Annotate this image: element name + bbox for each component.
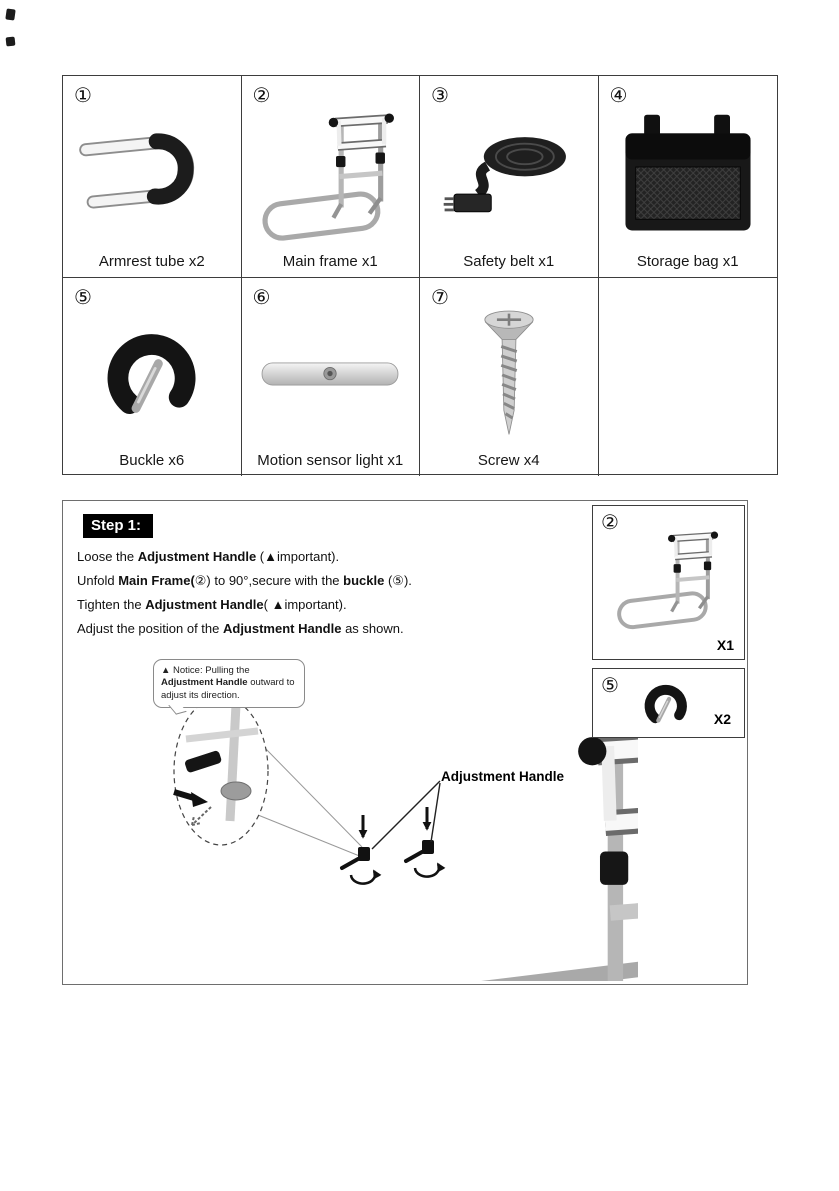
part-label: Motion sensor light x1 [257, 452, 404, 469]
scan-artifact [5, 8, 15, 20]
part-number: ⑦ [431, 287, 449, 309]
part-number: ③ [431, 85, 449, 107]
part-cell-main-frame [242, 76, 421, 278]
part-number: ⑥ [252, 287, 271, 309]
armrest-tube-icon [63, 100, 241, 247]
storage-bag-icon [599, 100, 778, 247]
parts-table [62, 75, 778, 475]
part-number: ① [74, 85, 92, 107]
instruction-line-3: Tighten the Adjustment Handle( ▲important). [77, 597, 347, 612]
instruction-line-1: Loose the Adjustment Handle (▲important). [77, 549, 340, 564]
main-frame-icon [593, 522, 744, 634]
part-label: Armrest tube x2 [98, 253, 205, 270]
part-label: Storage bag x1 [636, 253, 739, 270]
part-label: Safety belt x1 [463, 253, 555, 270]
buckle-icon [639, 679, 693, 734]
part-label: Buckle x6 [119, 452, 185, 469]
part-cell-safety-belt [420, 76, 599, 278]
part-number: ④ [609, 85, 628, 107]
part-label: Main frame x1 [282, 253, 378, 270]
part-cell-buckle [63, 278, 242, 476]
step1-title: Step 1: [83, 514, 153, 538]
part-cell-motion-sensor-light [242, 278, 421, 476]
instruction-line-4: Adjust the position of the Adjustment Handle as shown. [77, 621, 404, 636]
required-part-buckle [592, 668, 745, 738]
part-number: ⑤ [74, 287, 92, 309]
part-label: Screw x4 [477, 452, 540, 469]
main-frame-icon [242, 100, 420, 247]
part-cell-screw [420, 278, 599, 476]
motion-sensor-light-icon [242, 302, 420, 446]
part-cell-empty [599, 278, 778, 476]
scan-artifact [6, 37, 16, 47]
quantity-label: X2 [713, 711, 731, 727]
screw-icon [420, 302, 598, 446]
step1-diagram [118, 669, 638, 981]
part-cell-storage-bag [599, 76, 778, 278]
quantity-label: X1 [716, 637, 734, 653]
part-cell-armrest-tube [63, 76, 242, 278]
safety-belt-icon [420, 100, 598, 247]
notice-bubble: ▲ Notice: Pulling the Adjustment Handle outward to adjust its direction. [153, 659, 305, 708]
part-number: ② [252, 85, 271, 107]
buckle-icon [63, 302, 241, 446]
adjustment-handle-label: Adjustment Handle [441, 769, 565, 784]
part-number: ② [601, 512, 619, 534]
instruction-line-2: Unfold Main Frame(②) to 90°,secure with the buckle (⑤). [77, 573, 412, 588]
part-number: ⑤ [601, 675, 619, 697]
required-part-main-frame [592, 505, 745, 660]
step1-instructions [77, 549, 637, 645]
